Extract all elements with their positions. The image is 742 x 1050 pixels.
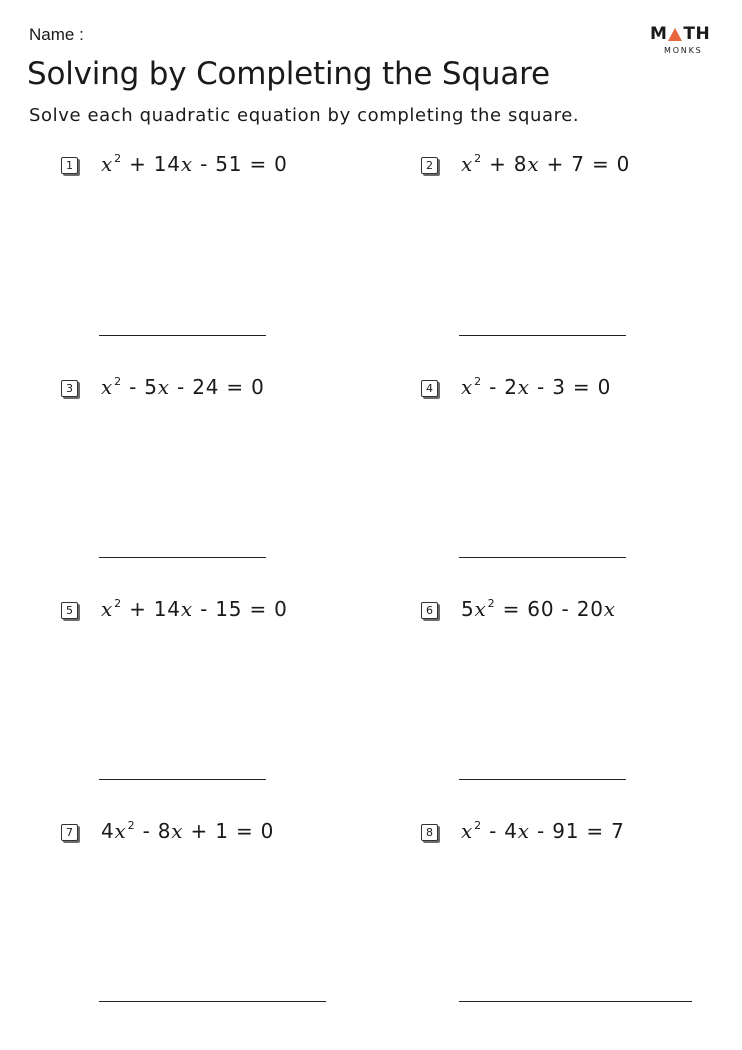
equation: $5x^2 = 60 - 20x$ — [461, 597, 616, 621]
page-title: Solving by Completing the Square — [27, 56, 550, 92]
problem-number-box: 1 — [61, 157, 78, 174]
answer-line[interactable] — [459, 779, 626, 780]
equation: $x^2 + 14x - 51 = 0$ — [101, 152, 288, 176]
problem-number-box: 2 — [421, 157, 438, 174]
answer-line[interactable] — [459, 557, 626, 558]
equation: $x^2 - 4x - 91 = 7$ — [461, 819, 625, 843]
answer-line[interactable] — [99, 1001, 326, 1002]
equation: $x^2 - 5x - 24 = 0$ — [101, 375, 265, 399]
equation: $x^2 + 8x + 7 = 0$ — [461, 152, 631, 176]
logo-text-right: TH — [683, 24, 711, 44]
answer-line[interactable] — [99, 779, 266, 780]
logo-text-left: M — [650, 24, 668, 44]
answer-line[interactable] — [99, 557, 266, 558]
problem-number-box: 3 — [61, 380, 78, 397]
problem-number-box: 4 — [421, 380, 438, 397]
answer-line[interactable] — [99, 335, 266, 336]
equation: $4x^2 - 8x + 1 = 0$ — [101, 819, 275, 843]
answer-line[interactable] — [459, 335, 626, 336]
problem-number-box: 6 — [421, 602, 438, 619]
problem-number-box: 5 — [61, 602, 78, 619]
equation: $x^2 - 2x - 3 = 0$ — [461, 375, 612, 399]
logo-subtext: MONKS — [664, 46, 703, 55]
logo-triangle-icon — [668, 28, 682, 41]
name-label: Name : — [29, 25, 84, 44]
math-monks-logo — [650, 26, 720, 58]
equation: $x^2 + 14x - 15 = 0$ — [101, 597, 288, 621]
instructions: Solve each quadratic equation by completing the square. — [29, 105, 580, 126]
problem-number-box: 7 — [61, 824, 78, 841]
answer-line[interactable] — [459, 1001, 692, 1002]
problem-number-box: 8 — [421, 824, 438, 841]
